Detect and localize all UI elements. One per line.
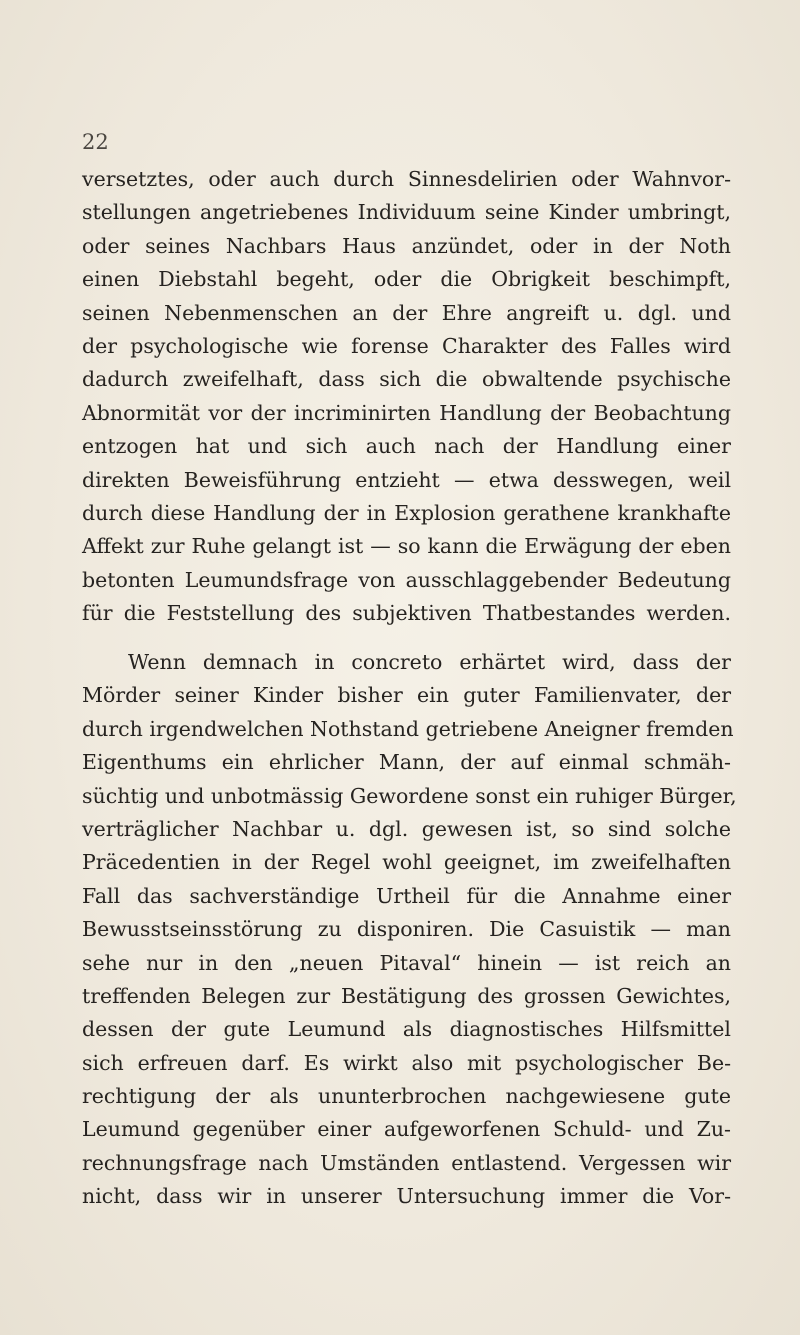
text-line: dadurch zweifelhaft, dass sich die obwaltende psychische [82, 367, 731, 392]
text-line: durch diese Handlung der in Explosion gerathene krankhafte [82, 500, 731, 525]
paragraph-1 [82, 163, 731, 630]
text-line: rechtigung der als ununterbrochen nachgewiesene gute [82, 1084, 731, 1109]
text-line: für die Feststellung des subjektiven Thatbestandes werden. [82, 601, 731, 626]
text-line: süchtig und unbotmässig Gewordene sonst ein ruhiger Bürger, [82, 783, 737, 808]
text-line: Fall das sachverständige Urtheil für die Annahme einer [82, 883, 731, 908]
text-line: treffenden Belegen zur Bestätigung des grossen Gewichtes, [82, 983, 731, 1008]
text-line: nicht, dass wir in unserer Untersuchung immer die Vor- [82, 1184, 731, 1209]
text-line: Eigenthums ein ehrlicher Mann, der auf einmal schmäh- [82, 750, 731, 775]
text-line: dessen der gute Leumund als diagnostisches Hilfsmittel [82, 1017, 731, 1042]
text-line: Bewusstseinsstörung zu disponiren. Die Casuistik — man [82, 917, 731, 942]
text-line: Präcedentien in der Regel wohl geeignet, im zweifelhaften [82, 850, 731, 875]
page-number: 22 [82, 130, 109, 154]
text-line: einen Diebstahl begeht, oder die Obrigkeit beschimpft, [82, 267, 731, 292]
paragraph-2 [82, 646, 737, 1214]
text-line: Affekt zur Ruhe gelangt ist — so kann die Erwägung der eben [82, 534, 731, 559]
text-line: Wenn demnach in concreto erhärtet wird, dass der [128, 650, 731, 674]
text-line: rechnungsfrage nach Umständen entlastend. Vergessen wir [82, 1150, 731, 1175]
text-line: durch irgendwelchen Nothstand getriebene Aneigner fremden [82, 716, 734, 741]
text-line: sich erfreuen darf. Es wirkt also mit psychologischer Be- [82, 1050, 731, 1075]
text-line: oder seines Nachbars Haus anzündet, oder in der Noth [82, 233, 731, 258]
text-line: sehe nur in den „neuen Pitaval“ hinein — ist reich an [82, 950, 731, 975]
text-line: entzogen hat und sich auch nach der Handlung einer [82, 434, 731, 459]
text-line: Mörder seiner Kinder bisher ein guter Familienvater, der [82, 683, 731, 708]
text-line: Leumund gegenüber einer aufgeworfenen Schuld- und Zu- [82, 1117, 731, 1142]
text-line: stellungen angetriebenes Individuum seine Kinder umbringt, [82, 200, 731, 225]
text-line: Abnormität vor der incriminirten Handlung der Beobachtung [82, 400, 731, 425]
text-line: direkten Beweisführung entzieht — etwa desswegen, weil [82, 467, 731, 492]
text-line: versetztes, oder auch durch Sinnesdelirien oder Wahnvor- [82, 167, 731, 191]
text-line: betonten Leumundsfrage von ausschlaggebender Bedeutung [82, 567, 731, 592]
text-line: seinen Nebenmenschen an der Ehre angreift u. dgl. und [82, 300, 731, 325]
text-line: verträglicher Nachbar u. dgl. gewesen ist, so sind solche [82, 816, 731, 841]
text-line: der psychologische wie forense Charakter des Falles wird [82, 333, 731, 358]
